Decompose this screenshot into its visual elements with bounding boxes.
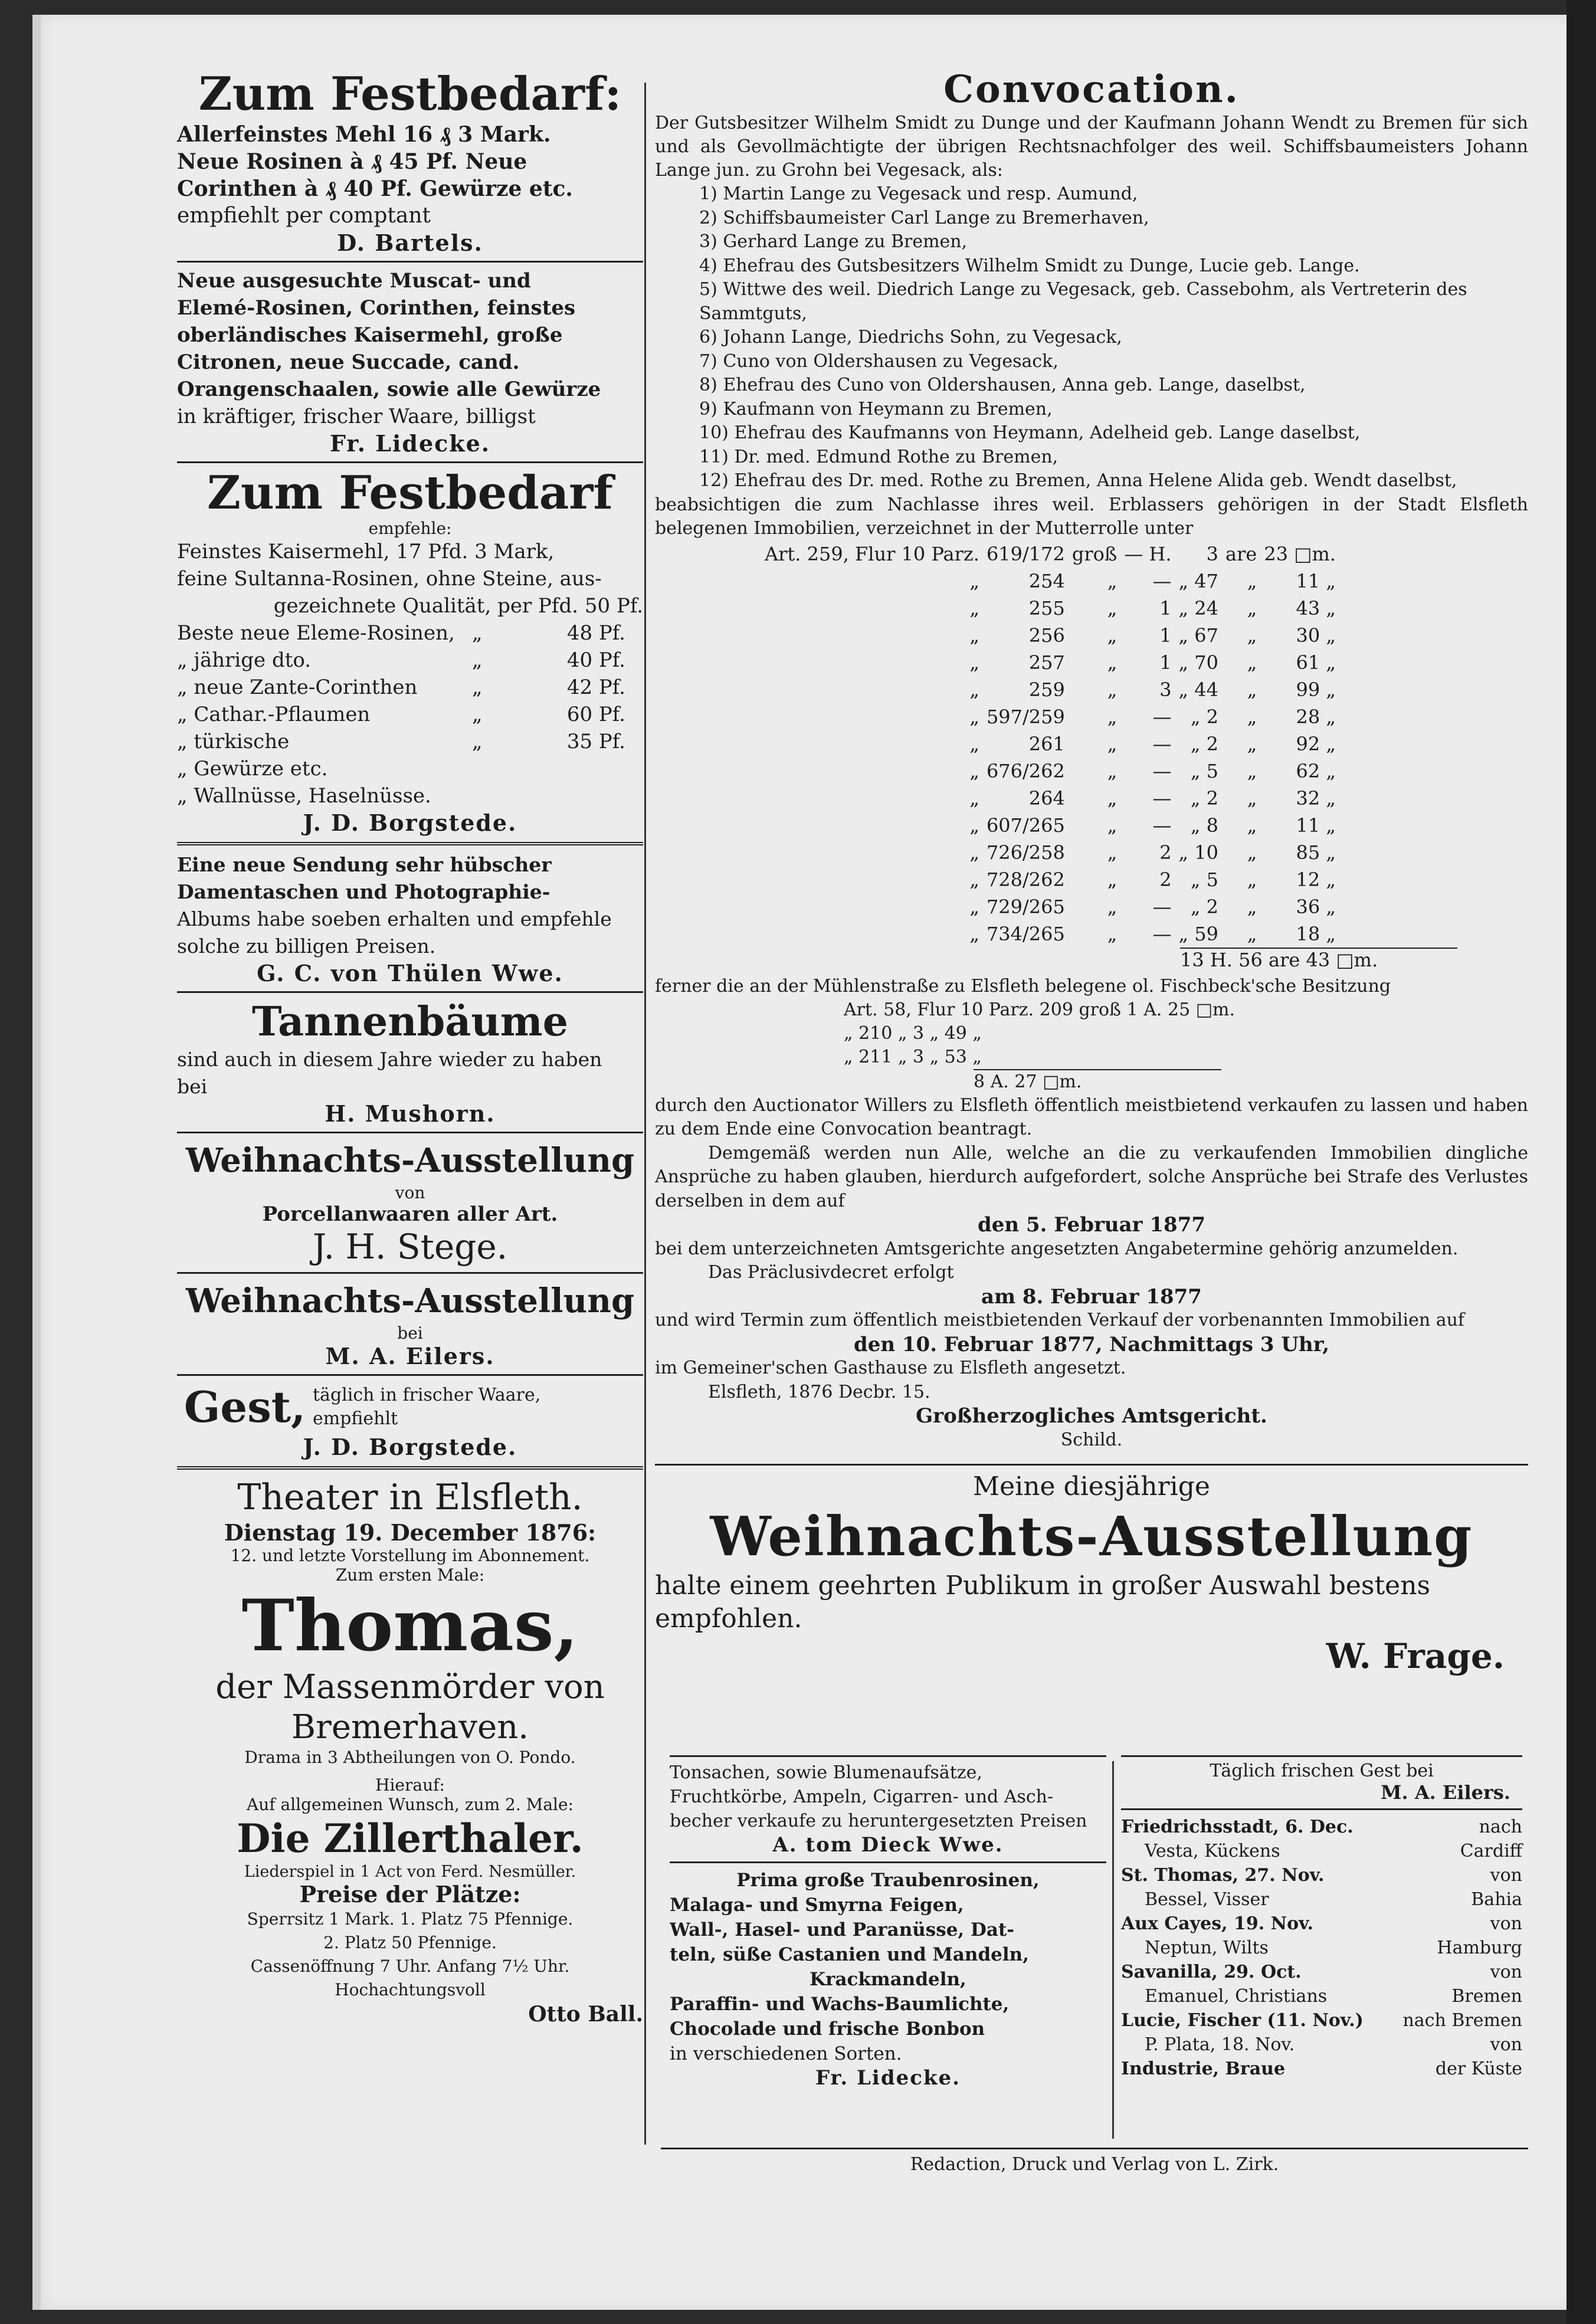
bottom-left-ads bbox=[670, 1755, 1106, 2090]
ad-line: Eine neue Sendung sehr hübscher bbox=[177, 853, 552, 876]
ship-row bbox=[1121, 1839, 1522, 1863]
parcel-cell-a: 3 bbox=[1206, 542, 1219, 565]
parcel-cell-are: „ bbox=[1247, 651, 1257, 674]
parcel-cell-gross: „ bbox=[1107, 705, 1117, 728]
price-line: 2. Platz 50 Pfennige. bbox=[323, 1933, 497, 1952]
ship-route: von bbox=[1490, 1865, 1522, 1886]
ad-line: solche zu billigen Preisen. bbox=[177, 935, 436, 958]
ship-name: Emanuel, Christians bbox=[1145, 1986, 1328, 2007]
ad-signature: G. C. von Thülen Wwe. bbox=[257, 960, 563, 986]
parcel-cell-a: „ 24 bbox=[1178, 596, 1219, 619]
ship-name: Vesta, Kückens bbox=[1145, 1841, 1280, 1861]
ad-title: Gest, bbox=[183, 1382, 306, 1432]
price-line: Hochachtungsvoll bbox=[335, 1980, 486, 2000]
parcel-cell-a: „ 5 bbox=[1190, 759, 1219, 782]
ad-line: Citronen, neue Succade, cand. bbox=[177, 350, 520, 374]
parcel-cell-are: „ bbox=[1247, 841, 1257, 864]
parcel-cell-gross: „ bbox=[1107, 678, 1117, 701]
parcel-cell-pre: „ bbox=[969, 922, 979, 945]
parcel-cell-pre: „ bbox=[969, 759, 979, 782]
ship-name: Friedrichsstadt, 6. Dec. bbox=[1121, 1817, 1354, 1837]
parcel-cell-gross: „ bbox=[1107, 814, 1117, 837]
parcel-row bbox=[761, 758, 1339, 785]
ad-subtitle: empfehle: bbox=[368, 519, 452, 538]
parcel-cell-parz: 264 bbox=[1028, 786, 1065, 809]
price-line: Sperrsitz 1 Mark. 1. Platz 75 Pfennige. bbox=[247, 1909, 573, 1929]
ad-line: feine Sultanna-Rosinen, ohne Steine, aus- bbox=[177, 567, 602, 591]
ad-signature: J. D. Borgstede. bbox=[303, 1434, 517, 1460]
ad-weihnachts-frage bbox=[655, 1470, 1528, 1677]
price-line: Cassenöffnung 7 Uhr. Anfang 7½ Uhr. bbox=[250, 1956, 570, 1976]
ad-pre: Meine diesjährige bbox=[973, 1471, 1210, 1502]
parcel-cell-pre: „ bbox=[969, 868, 979, 891]
play-subtitle: der Massenmörder von bbox=[215, 1668, 605, 1706]
parcel-cell-qm: 61 „ bbox=[1296, 651, 1336, 674]
parcel-cell-a: „ 5 bbox=[1190, 868, 1219, 891]
ad-line: Neue ausgesuchte Muscat- und bbox=[177, 269, 531, 293]
ad-tannenbaeume bbox=[177, 998, 643, 1127]
parcel-cell-a: „ 2 bbox=[1190, 895, 1219, 918]
date-line: den 10. Februar 1877, Nachmittags 3 Uhr, bbox=[853, 1332, 1330, 1356]
ship-row bbox=[1121, 1936, 1522, 1960]
ad-signature: Fr. Lidecke. bbox=[329, 430, 491, 457]
date-line: den 5. Februar 1877 bbox=[977, 1213, 1206, 1237]
parcel-cell-parz: 256 bbox=[1028, 624, 1065, 647]
prices-title: Preise der Plätze: bbox=[299, 1881, 521, 1907]
parcel-cell-are: are bbox=[1225, 542, 1257, 565]
ship-route: Bremen bbox=[1451, 1986, 1522, 2007]
parcel-cell-qm: 32 „ bbox=[1296, 786, 1336, 809]
ship-row bbox=[1121, 2057, 1522, 2081]
ad-line: gezeichnete Qualität, per Pfd. 50 Pf. bbox=[273, 594, 643, 618]
price-row: „ Cathar.-Pflaumen „ 60 Pf. bbox=[177, 703, 625, 726]
ship-row bbox=[1121, 1960, 1522, 1984]
parcel-cell-are: „ bbox=[1247, 868, 1257, 891]
heir-item: 6) Johann Lange, Diedrichs Sohn, zu Vegesack, bbox=[699, 327, 1122, 348]
ad-signature: A. tom Dieck Wwe. bbox=[772, 1833, 1004, 1857]
parcel-cell-are: „ bbox=[1247, 624, 1257, 647]
parcel-cell-h: — bbox=[1152, 732, 1172, 755]
parcel-cell-h: — bbox=[1152, 922, 1172, 945]
parcel-cell-gross: „ bbox=[1107, 868, 1117, 891]
parcel-cell-qm: 30 „ bbox=[1296, 624, 1336, 647]
price-row: „ jährige dto. „ 40 Pf. bbox=[177, 648, 625, 672]
ad-signature: M. A. Eilers. bbox=[1381, 1781, 1510, 1804]
heir-item: 7) Cuno von Oldershausen zu Vegesack, bbox=[699, 350, 1058, 372]
parcel-cell-parz: 619/172 bbox=[986, 542, 1065, 565]
parcel-cell-h: — bbox=[1152, 569, 1172, 592]
parcel-cell-parz: 676/262 bbox=[986, 759, 1065, 782]
parcel-cell-qm: 12 „ bbox=[1296, 868, 1336, 891]
price-row: „ Gewürze etc. bbox=[177, 757, 328, 781]
ad-signature: J. D. Borgstede. bbox=[303, 809, 517, 836]
convocation-text: bei dem unterzeichneten Amtsgerichte angesetzten Angabetermine gehörig anzumelden. bbox=[655, 1238, 1459, 1259]
parcel-cell-pre: „ bbox=[969, 786, 979, 809]
ad-line: in verschiedenen Sorten. bbox=[670, 2043, 902, 2064]
ad-line: Orangenschaalen, sowie alle Gewürze bbox=[177, 378, 601, 401]
parcel-cell-a: „ 8 bbox=[1190, 814, 1219, 837]
ad-line: Neue Rosinen à ₰ 45 Pf. Neue bbox=[177, 149, 527, 174]
ad-gest-borgstede bbox=[177, 1381, 643, 1434]
parcel-cell-gross: „ bbox=[1107, 569, 1117, 592]
ad-signature: Otto Ball. bbox=[528, 2002, 643, 2027]
parcel-cell-parz: 597/259 bbox=[986, 705, 1065, 728]
ad-line: bei bbox=[397, 1323, 423, 1343]
parcel-cell-pre: „ bbox=[969, 624, 979, 647]
convocation-text: beabsichtigen die zum Nachlasse ihres weil. Erblassers gehörigen in der Stadt Elsfleth belegenen Immobilien, verzeichnet in der Mutterrolle unter bbox=[655, 494, 1528, 539]
ship-name: Industrie, Braue bbox=[1121, 2059, 1286, 2079]
ship-route: von bbox=[1490, 1913, 1522, 1934]
ad-line: teln, süße Castanien und Mandeln, bbox=[670, 1944, 1029, 1965]
parcel-cell-qm: 43 „ bbox=[1296, 596, 1336, 619]
heir-item: 8) Ehefrau des Cuno von Oldershausen, Anna geb. Lange, daselbst, bbox=[699, 375, 1306, 395]
parcel-cell-a: „ 2 bbox=[1190, 705, 1219, 728]
parcel-cell-h: 2 bbox=[1159, 868, 1172, 891]
ad-signature: W. Frage. bbox=[1326, 1636, 1505, 1676]
parcel-row bbox=[761, 703, 1339, 730]
price-row: „ türkische „ 35 Pf. bbox=[177, 730, 625, 753]
ad-line: Prima große Traubenrosinen, bbox=[736, 1870, 1040, 1891]
scan-edge bbox=[1566, 0, 1596, 2324]
parcel-cell-are: „ bbox=[1247, 786, 1257, 809]
ad-rosinen-lidecke bbox=[177, 267, 643, 457]
parcel-cell-a: „ 2 bbox=[1190, 786, 1219, 809]
ad-theater bbox=[177, 1476, 643, 2027]
ad-line: empfiehlt per comptant bbox=[177, 204, 431, 228]
ad-line: Krackmandeln, bbox=[810, 1969, 966, 1990]
parcel-row bbox=[761, 568, 1339, 595]
parcel-cell-gross: „ bbox=[1107, 786, 1117, 809]
ad-signature: H. Mushorn. bbox=[325, 1100, 496, 1127]
heir-item: 1) Martin Lange zu Vegesack und resp. Aumund, bbox=[699, 183, 1138, 204]
parcel-cell-gross: groß bbox=[1071, 542, 1117, 565]
parcel-cell-gross: „ bbox=[1107, 922, 1117, 945]
ad-title: Weihnachts-Ausstellung bbox=[185, 1141, 635, 1180]
ad-line: oberländisches Kaisermehl, große bbox=[177, 323, 563, 347]
ship-name: Savanilla, 29. Oct. bbox=[1121, 1962, 1302, 1982]
ad-signature: Fr. Lidecke. bbox=[815, 2066, 961, 2090]
ship-route: Cardiff bbox=[1460, 1841, 1522, 1861]
ad-line: Elemé-Rosinen, Corinthen, feinstes bbox=[177, 296, 576, 320]
parcel-cell-gross: „ bbox=[1107, 624, 1117, 647]
parcel-line: „ 210 „ 3 „ 49 „ bbox=[844, 1022, 982, 1044]
ship-name: Aux Cayes, 19. Nov. bbox=[1121, 1913, 1313, 1934]
parcel-cell-qm: 92 „ bbox=[1296, 732, 1336, 755]
ship-name: P. Plata, 18. Nov. bbox=[1145, 2034, 1295, 2055]
ship-name: Lucie, Fischer (11. Nov.) bbox=[1121, 2010, 1364, 2031]
parcel-cell-pre: „ bbox=[969, 705, 979, 728]
ad-festbedarf-borgstede bbox=[177, 468, 643, 836]
ad-line: Feinstes Kaisermehl, 17 Pfd. 3 Mark, bbox=[177, 540, 555, 563]
ad-line: Auf allgemeinen Wunsch, zum 2. Male: bbox=[247, 1795, 573, 1814]
parcel-cell-pre: „ bbox=[969, 841, 979, 864]
ship-row bbox=[1121, 1984, 1522, 2008]
ad-title: Weihnachts-Ausstellung bbox=[710, 1504, 1473, 1568]
parcel-cell-h: 1 bbox=[1159, 651, 1172, 674]
ad-line: Allerfeinstes Mehl 16 ₰ 3 Mark. bbox=[177, 122, 551, 147]
ad-line: sind auch in diesem Jahre wieder zu haben bbox=[177, 1048, 602, 1071]
parcel-cell-qm: 99 „ bbox=[1296, 678, 1336, 701]
play-title: Thomas, bbox=[241, 1584, 579, 1667]
convocation-text: im Gemeiner'schen Gasthause zu Elsfleth angesetzt. bbox=[655, 1358, 1126, 1378]
parcel-cell-are: „ bbox=[1247, 596, 1257, 619]
ad-festbedarf-bartels bbox=[177, 68, 643, 256]
ad-title: Weihnachts-Ausstellung bbox=[185, 1281, 635, 1320]
parcel-cell-parz: 259 bbox=[1028, 678, 1065, 701]
theater-title: Theater in Elsfleth. bbox=[237, 1477, 583, 1518]
heir-item: 11) Dr. med. Edmund Rothe zu Bremen, bbox=[699, 446, 1058, 467]
parcel-cell-parz: 729/265 bbox=[986, 895, 1065, 918]
ad-weihnachts-stege bbox=[177, 1138, 643, 1267]
parcel-cell-h: — H. bbox=[1124, 542, 1172, 565]
parcel-cell-qm: 85 „ bbox=[1296, 841, 1336, 864]
parcel-cell-are: „ bbox=[1247, 678, 1257, 701]
parcel-cell-parz: 255 bbox=[1028, 596, 1065, 619]
heir-item: 10) Ehefrau des Kaufmanns von Heymann, Adelheid geb. Lange daselbst, bbox=[699, 422, 1361, 443]
convocation-text: Das Präclusivdecret erfolgt bbox=[708, 1262, 954, 1283]
ad-signature: J. H. Stege. bbox=[312, 1227, 508, 1267]
ad-line: Hierauf: bbox=[375, 1775, 445, 1795]
parcel-cell-parz: 728/262 bbox=[986, 868, 1065, 891]
ad-line: täglich in frischer Waare, bbox=[313, 1385, 541, 1405]
ad-title: Zum Festbedarf: bbox=[198, 67, 622, 121]
parcel-cell-pre: „ bbox=[969, 895, 979, 918]
parcel-cell-a: „ 70 bbox=[1178, 651, 1219, 674]
parcel-cell-parz: 726/258 bbox=[986, 841, 1065, 864]
parcel-cell-pre: „ bbox=[969, 569, 979, 592]
drama-line: Drama in 3 Abtheilungen von O. Pondo. bbox=[244, 1748, 576, 1767]
ad-line: 12. und letzte Vorstellung im Abonnement. bbox=[230, 1546, 590, 1565]
parcel-cell-h: 1 bbox=[1159, 596, 1172, 619]
ad-line: Albums habe soeben erhalten und empfehle bbox=[177, 907, 612, 930]
column-rule bbox=[644, 83, 646, 2145]
ad-line: empfiehlt bbox=[313, 1408, 398, 1429]
parcel-line: Art. 58, Flur 10 Parz. 209 groß 1 A. 25 □m. bbox=[844, 999, 1235, 1020]
heir-item: 3) Gerhard Lange zu Bremen, bbox=[699, 231, 968, 252]
parcel-cell-h: 3 bbox=[1159, 678, 1172, 701]
convocation-text: Demgemäß werden nun Alle, welche an die zu verkaufenden Immobilien dingliche Ansprüche zu haben glauben, hierdurch aufgefordert, solche Ansprüche bei Strafe des Verlustes derselben in dem auf bbox=[655, 1142, 1528, 1211]
ad-line: in kräftiger, frischer Waare, billigst bbox=[177, 405, 536, 428]
parcel-row bbox=[761, 920, 1339, 948]
parcel-cell-pre: Art. 259, Flur 10 Parz. bbox=[765, 542, 979, 565]
ad-line: Chocolade und frische Bonbon bbox=[670, 2018, 985, 2040]
parcel-cell-qm: 11 „ bbox=[1296, 814, 1336, 837]
parcel-cell-parz: 261 bbox=[1028, 732, 1065, 755]
gest-line: Täglich frischen Gest bei bbox=[1210, 1761, 1434, 1781]
parcel-cell-parz: 257 bbox=[1028, 651, 1065, 674]
play-subtitle: Bremerhaven. bbox=[291, 1708, 529, 1746]
ad-line: Wall-, Hasel- und Paranüsse, Dat- bbox=[670, 1919, 1015, 1941]
parcel-cell-parz: 734/265 bbox=[986, 922, 1065, 945]
ship-list bbox=[1121, 1815, 1522, 2081]
ship-route: von bbox=[1490, 1962, 1522, 1982]
parcel-total: 13 H. 56 are 43 □m. bbox=[1180, 948, 1457, 971]
parcel-cell-a: „ 10 bbox=[1178, 841, 1219, 864]
parcel-cell-a: „ 59 bbox=[1178, 922, 1219, 945]
ship-name: Bessel, Visser bbox=[1145, 1889, 1269, 1910]
parcel-cell-h: — bbox=[1152, 705, 1172, 728]
convocation-title: Convocation. bbox=[943, 67, 1240, 112]
parcel-cell-are: „ bbox=[1247, 705, 1257, 728]
parcel-row bbox=[761, 839, 1339, 866]
parcel-cell-are: „ bbox=[1247, 895, 1257, 918]
parcel-cell-pre: „ bbox=[969, 651, 979, 674]
ad-line: von bbox=[395, 1183, 425, 1202]
ad-title: Zum Festbedarf bbox=[207, 466, 613, 520]
parcel-cell-qm: 23 □m. bbox=[1264, 542, 1336, 565]
date-line: am 8. Februar 1877 bbox=[981, 1284, 1202, 1309]
judge-name: Schild. bbox=[1060, 1429, 1123, 1450]
ad-signature: D. Bartels. bbox=[337, 230, 483, 256]
parcel-cell-are: „ bbox=[1247, 922, 1257, 945]
ad-line: Paraffin- und Wachs-Baumlichte, bbox=[670, 1994, 1010, 2015]
parcel-cell-gross: „ bbox=[1107, 651, 1117, 674]
ad-damentaschen bbox=[177, 851, 643, 986]
parcel-cell-h: 2 bbox=[1159, 841, 1172, 864]
parcel-cell-parz: 254 bbox=[1028, 569, 1065, 592]
parcel-cell-a: „ 47 bbox=[1178, 569, 1219, 592]
ship-route: Bahia bbox=[1471, 1889, 1522, 1910]
heir-item: 4) Ehefrau des Gutsbesitzers Wilhelm Smidt zu Dunge, Lucie geb. Lange. bbox=[699, 255, 1360, 276]
court-name: Großherzogliches Amtsgericht. bbox=[916, 1404, 1267, 1428]
parcel-cell-h: — bbox=[1152, 759, 1172, 782]
play2-title: Die Zillerthaler. bbox=[237, 1815, 584, 1861]
parcel-cell-gross: „ bbox=[1107, 841, 1117, 864]
ship-row bbox=[1121, 2033, 1522, 2057]
price-row: „ neue Zante-Corinthen „ 42 Pf. bbox=[177, 676, 625, 699]
parcel-cell-pre: „ bbox=[969, 678, 979, 701]
column-rule bbox=[1112, 1761, 1114, 2139]
parcel-row bbox=[761, 730, 1339, 758]
parcel-cell-a: „ 44 bbox=[1178, 678, 1219, 701]
parcel-cell-qm: 62 „ bbox=[1296, 759, 1336, 782]
ad-text: halte einem geehrten Publikum in großer Auswahl bestens empfohlen. bbox=[655, 1571, 1431, 1634]
ad-line: Porcellanwaaren aller Art. bbox=[262, 1202, 558, 1226]
parcel-cell-are: „ bbox=[1247, 569, 1257, 592]
convocation-intro: Der Gutsbesitzer Wilhelm Smidt zu Dunge und der Kaufmann Johann Wendt zu Bremen für sich und als Gevollmächtigte der übrigen Rechtsnachfolger des weil. Schiffsbaumeisters Johann Lange jun. zu Grohn bei Vegesack, als: bbox=[655, 113, 1528, 181]
ship-row bbox=[1121, 1863, 1522, 1887]
parcel-cell-qm: 11 „ bbox=[1296, 569, 1336, 592]
parcel-cell-are: „ bbox=[1247, 759, 1257, 782]
convocation-text: und wird Termin zum öffentlich meistbietenden Verkauf der vorbenannten Immobilien auf bbox=[655, 1310, 1465, 1330]
ship-row bbox=[1121, 1815, 1522, 1839]
imprint-footer: Redaction, Druck und Verlag von L. Zirk. bbox=[661, 2148, 1528, 2175]
ad-line: Tonsachen, sowie Blumenaufsätze, bbox=[670, 1762, 982, 1783]
parcel-total: 8 A. 27 □m. bbox=[974, 1069, 1221, 1094]
parcel-row bbox=[761, 649, 1339, 676]
parcel-cell-gross: „ bbox=[1107, 759, 1117, 782]
play2-subtitle: Liederspiel in 1 Act von Ferd. Nesmüller. bbox=[244, 1863, 576, 1881]
parcel-cell-gross: „ bbox=[1107, 596, 1117, 619]
parcel-row bbox=[761, 812, 1339, 839]
heir-item: 12) Ehefrau des Dr. med. Rothe zu Bremen, Anna Helene Alida geb. Wendt daselbst, bbox=[699, 470, 1457, 491]
parcel-row bbox=[761, 622, 1339, 649]
parcel-cell-h: — bbox=[1152, 814, 1172, 837]
price-row: „ Wallnüsse, Haselnüsse. bbox=[177, 784, 431, 808]
ship-route: der Küste bbox=[1435, 2059, 1522, 2079]
ad-line: Damentaschen und Photographie- bbox=[177, 880, 550, 903]
parcel-cell-a: „ 2 bbox=[1190, 732, 1219, 755]
parcel-cell-gross: „ bbox=[1107, 732, 1117, 755]
parcel-cell-pre: „ bbox=[969, 732, 979, 755]
ad-title: Tannenbäume bbox=[252, 998, 568, 1045]
parcel-cell-gross: „ bbox=[1107, 895, 1117, 918]
parcel-row bbox=[761, 893, 1339, 920]
parcel-cell-parz: 607/265 bbox=[986, 814, 1065, 837]
parcel-cell-h: 1 bbox=[1159, 624, 1172, 647]
ad-signature: M. A. Eilers. bbox=[325, 1343, 495, 1369]
convocation-notice bbox=[655, 68, 1528, 1677]
ad-line: Zum ersten Male: bbox=[335, 1565, 485, 1585]
ship-row bbox=[1121, 1887, 1522, 1912]
parcel-row bbox=[761, 540, 1339, 568]
ad-weihnachts-eilers bbox=[177, 1279, 643, 1369]
ship-route: nach Bremen bbox=[1402, 2010, 1522, 2031]
left-column bbox=[177, 68, 643, 2027]
ad-line: becher verkaufe zu heruntergesetzten Preisen bbox=[670, 1811, 1087, 1831]
ship-name: Neptun, Wilts bbox=[1145, 1938, 1269, 1958]
parcel-cell-qm: 36 „ bbox=[1296, 895, 1336, 918]
place-date: Elsfleth, 1876 Decbr. 15. bbox=[708, 1381, 930, 1402]
ad-line: Malaga- und Smyrna Feigen, bbox=[670, 1894, 964, 1916]
parcel-cell-h: — bbox=[1152, 895, 1172, 918]
heir-item: 2) Schiffsbaumeister Carl Lange zu Bremerhaven, bbox=[699, 207, 1149, 228]
convocation-text: durch den Auctionator Willers zu Elsfleth öffentlich meistbietend verkaufen zu lassen und haben zu dem Ende eine Convocation beantragt. bbox=[655, 1094, 1528, 1139]
parcel-cell-qm: 28 „ bbox=[1296, 705, 1336, 728]
ship-route: von bbox=[1490, 2034, 1522, 2055]
parcel-cell-pre: „ bbox=[969, 596, 979, 619]
parcel-cell-are: „ bbox=[1247, 732, 1257, 755]
bottom-right-ads bbox=[1121, 1755, 1522, 2081]
ship-name: St. Thomas, 27. Nov. bbox=[1121, 1865, 1325, 1886]
parcel-line: „ 211 „ 3 „ 53 „ bbox=[844, 1046, 982, 1067]
parcel-cell-h: — bbox=[1152, 786, 1172, 809]
parcel-row bbox=[761, 595, 1339, 622]
parcel-table bbox=[761, 540, 1339, 948]
parcel-row bbox=[761, 866, 1339, 893]
ship-route: Hamburg bbox=[1437, 1938, 1522, 1958]
ship-route: nach bbox=[1479, 1817, 1522, 1837]
heir-item: 5) Wittwe des weil. Diedrich Lange zu Vegesack, geb. Cassebohm, als Vertreterin des Sammtguts, bbox=[699, 279, 1467, 324]
theater-date: Dienstag 19. December 1876: bbox=[224, 1519, 597, 1546]
ad-line: bei bbox=[177, 1075, 208, 1098]
ship-row bbox=[1121, 1912, 1522, 1936]
price-row: Beste neue Eleme-Rosinen, „ 48 Pf. bbox=[177, 621, 625, 645]
parcel-row bbox=[761, 676, 1339, 703]
parcel-row bbox=[761, 785, 1339, 812]
heir-item: 9) Kaufmann von Heymann zu Bremen, bbox=[699, 398, 1053, 419]
parcel-cell-are: „ bbox=[1247, 814, 1257, 837]
parcel-cell-qm: 18 „ bbox=[1296, 922, 1336, 945]
parcel-cell-pre: „ bbox=[969, 814, 979, 837]
ad-line: Fruchtkörbe, Ampeln, Cigarren- und Asch- bbox=[670, 1787, 1054, 1807]
parcel-cell-a: „ 67 bbox=[1178, 624, 1219, 647]
ad-line: Corinthen à ₰ 40 Pf. Gewürze etc. bbox=[177, 176, 573, 201]
convocation-text: ferner die an der Mühlenstraße zu Elsfleth belegene ol. Fischbeck'sche Besitzung bbox=[655, 975, 1391, 997]
ship-row bbox=[1121, 2008, 1522, 2033]
